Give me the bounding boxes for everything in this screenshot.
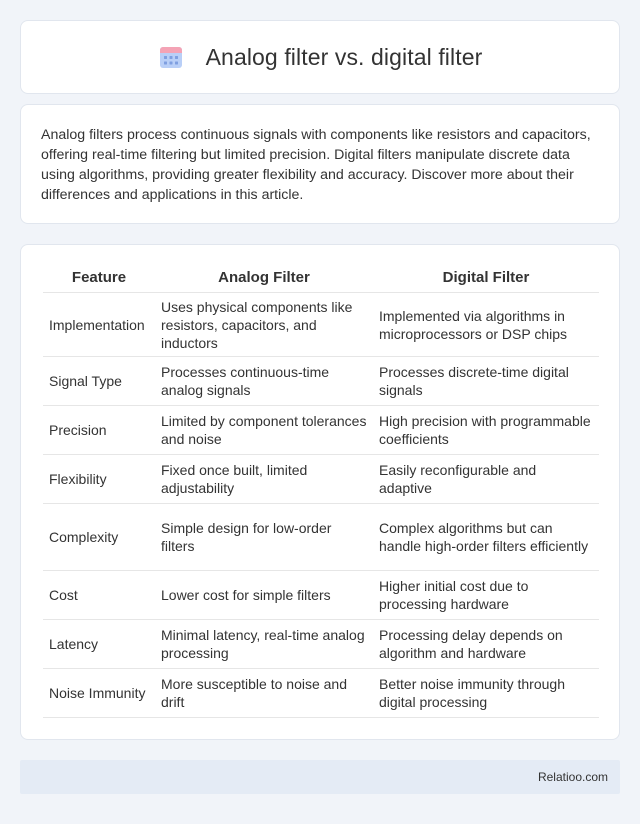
table-row xyxy=(43,620,599,669)
table-row xyxy=(43,571,599,620)
digital-cell: Complex algorithms but can handle high-order filters efficiently xyxy=(373,504,599,571)
header-digital: Digital Filter xyxy=(373,263,599,293)
analog-cell: Lower cost for simple filters xyxy=(155,571,373,620)
digital-cell: Processes discrete-time digital signals xyxy=(373,357,599,406)
table-row xyxy=(43,504,599,571)
comparison-table xyxy=(43,263,599,718)
analog-cell: Limited by component tolerances and noise xyxy=(155,406,373,455)
digital-cell: Processing delay depends on algorithm and hardware xyxy=(373,620,599,669)
analog-cell: More susceptible to noise and drift xyxy=(155,669,373,718)
calendar-icon xyxy=(158,44,184,70)
table-row xyxy=(43,406,599,455)
analog-cell: Uses physical components like resistors, capacitors, and inductors xyxy=(155,293,373,357)
digital-cell: Better noise immunity through digital processing xyxy=(373,669,599,718)
digital-cell: High precision with programmable coefficients xyxy=(373,406,599,455)
page-title: Analog filter vs. digital filter xyxy=(205,43,483,70)
feature-cell: Precision xyxy=(43,406,155,455)
feature-cell: Latency xyxy=(43,620,155,669)
feature-cell: Implementation xyxy=(43,293,155,357)
footer-brand: Relatioo.com xyxy=(537,770,608,784)
feature-cell: Signal Type xyxy=(43,357,155,406)
header-feature: Feature xyxy=(43,263,155,293)
digital-cell: Easily reconfigurable and adaptive xyxy=(373,455,599,504)
comparison-table-card xyxy=(20,244,620,740)
feature-cell: Complexity xyxy=(43,504,155,571)
title-card xyxy=(20,20,620,94)
header-analog: Analog Filter xyxy=(155,263,373,293)
analog-cell: Minimal latency, real-time analog processing xyxy=(155,620,373,669)
table-row xyxy=(43,293,599,357)
digital-cell: Higher initial cost due to processing hardware xyxy=(373,571,599,620)
intro-card xyxy=(20,104,620,224)
table-row xyxy=(43,455,599,504)
footer xyxy=(20,760,620,794)
analog-cell: Fixed once built, limited adjustability xyxy=(155,455,373,504)
digital-cell: Implemented via algorithms in microprocessors or DSP chips xyxy=(373,293,599,357)
feature-cell: Cost xyxy=(43,571,155,620)
table-row xyxy=(43,669,599,718)
table-row xyxy=(43,357,599,406)
feature-cell: Flexibility xyxy=(43,455,155,504)
table-header-row xyxy=(43,263,599,293)
feature-cell: Noise Immunity xyxy=(43,669,155,718)
intro-text: Analog filters process continuous signals with components like resistors and capacitors, offering real-time filtering but limited precision. Digital filters manipulate discrete data using algorithms, providing greater flexibility and accuracy. Discover more about their differences and applications in this article. xyxy=(41,127,591,203)
analog-cell: Simple design for low-order filters xyxy=(155,504,373,571)
analog-cell: Processes continuous-time analog signals xyxy=(155,357,373,406)
